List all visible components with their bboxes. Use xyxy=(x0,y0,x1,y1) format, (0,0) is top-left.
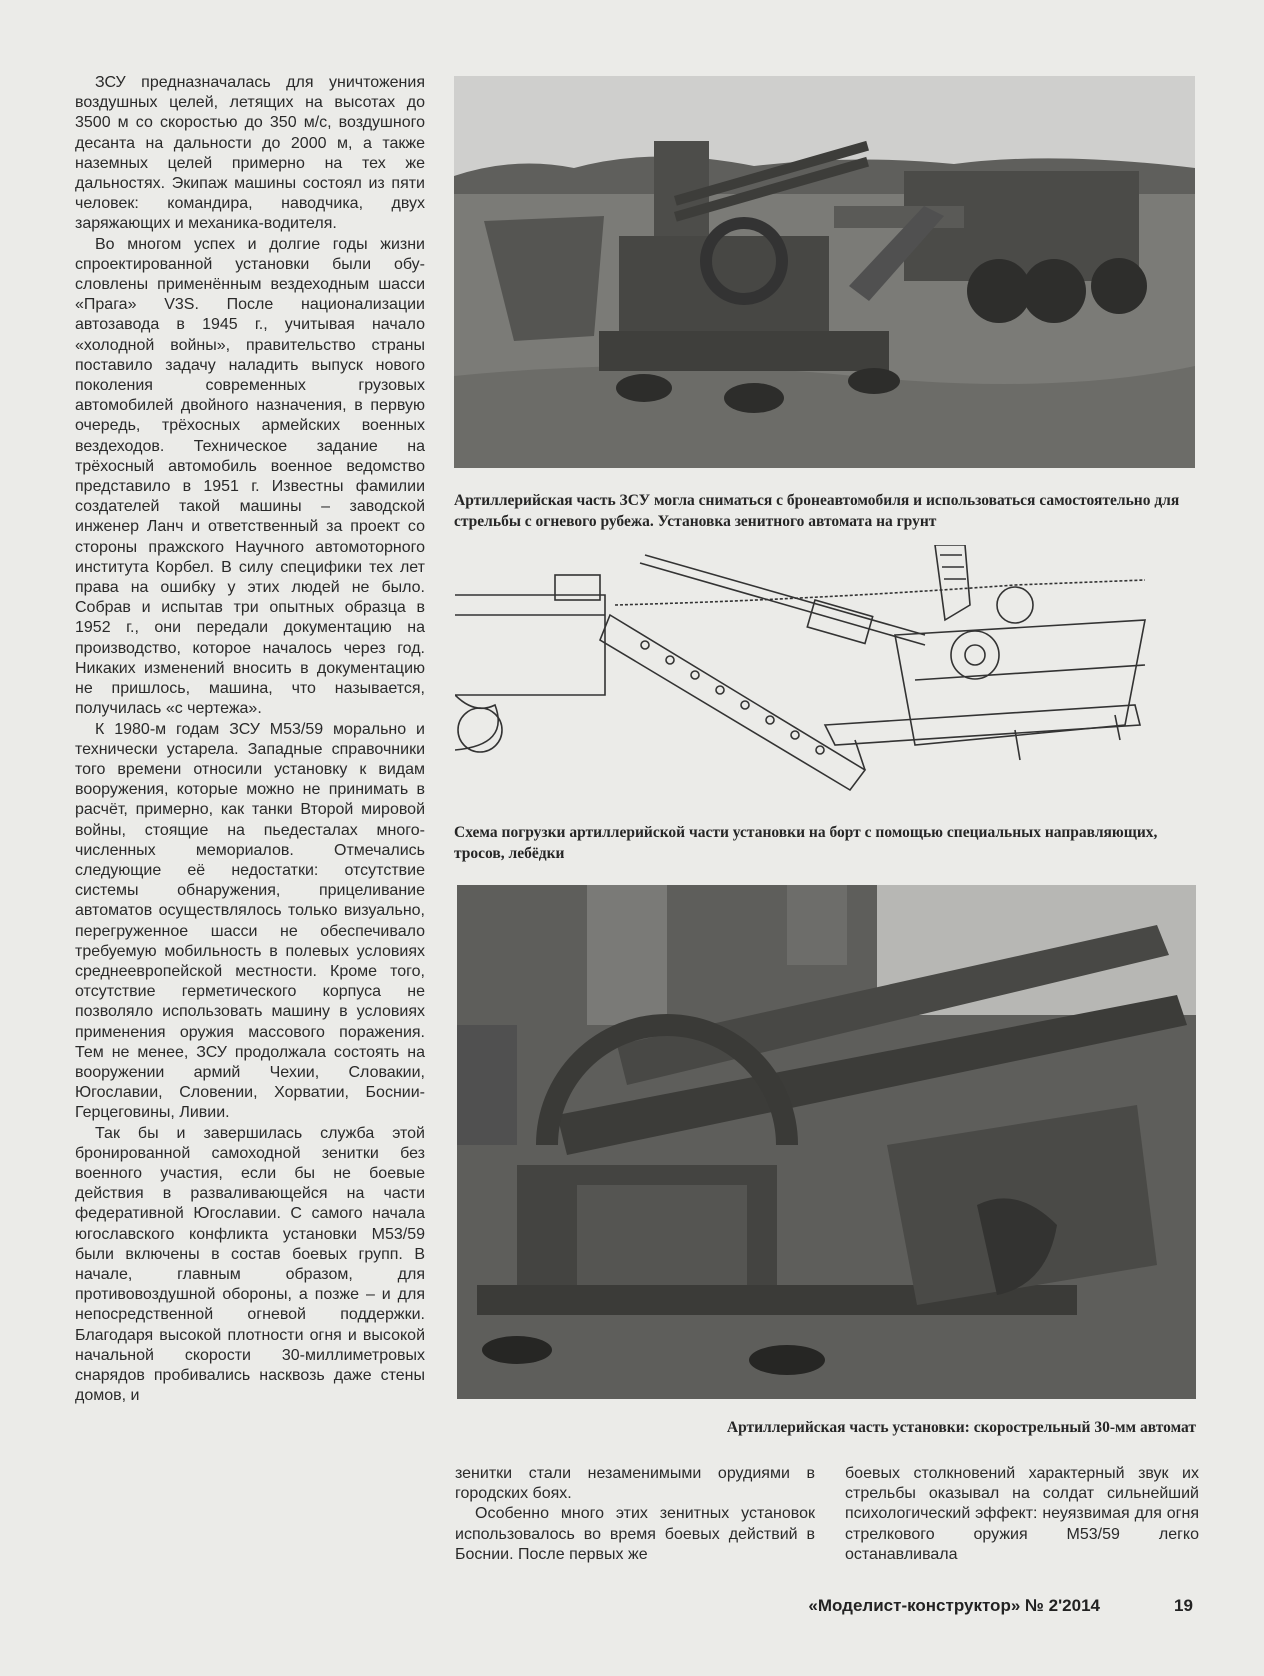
photo-illustration xyxy=(454,76,1195,468)
paragraph: Во многом успех и долгие годы жизни спроектированной установки были обусловлены применённым вездеходным шасси «Прага» V3S. После национализации автозавода в 1945 г., учитывая начало «холодной войны», правительство страны поставило задачу наладить выпуск нового поколения современных грузовых автомобилей двойного назначения, в первую очередь, трёхосных армейских военных вездеходов. Техническое задание на трёхосный автомобиль военное ведомство представило в 1951 г. Известны фамилии создателей такой машины – заводской инженер Ланч и ответственный за проект со стороны пражского Научного автомоторного института Корбел. В силу специфики тех лет права на ошибку у этих людей не было. Собрав и испытав три опытных образца в 1952 г., они передали документацию на производство, которое началось через год. Никаких изменений вносить в документацию не пришлось, машина, что называется, получилась «с чертежа». xyxy=(75,235,425,718)
paragraph: Так бы и завершилась служба этой бронированной самоходной зенитки без военного участия, если бы не боевые действия в разваливающейся на части федеративной Югославии. С самого начала югославского конфликта установки М53/59 были включены в состав боевых групп. В начале, главным образом, для противовоздушной обороны, а позже – и для непосредственной огневой поддержки. Благодаря высокой плотности огня и высокой начальной скорости 30-миллиметровых снарядов пробивались насквозь даже стены домов, и xyxy=(75,1124,425,1405)
loading-scheme-drawing xyxy=(455,545,1200,815)
middle-text-column xyxy=(455,1464,815,1565)
paragraph: зенитки стали незаменимыми орудиями в городских боях. xyxy=(455,1465,815,1503)
magazine-title: «Моделист-конструктор» № 2'2014 xyxy=(808,1596,1100,1615)
caption-top-photo: Артиллерийская часть ЗСУ могла сниматься с бронеавтомобиля и использоваться самостоятельно для стрельбы с огневого рубежа. Установка зенитного автомата на грунт xyxy=(454,492,1180,530)
caption-bottom-photo: Артиллерийская часть установки: скорострельный 30-мм автомат xyxy=(726,1419,1196,1436)
line-drawing xyxy=(455,545,1200,815)
page-number: 19 xyxy=(1174,1596,1193,1615)
paragraph: Особенно много этих зенитных установок использовалось во время боевых действий в Боснии. После первых же xyxy=(455,1505,815,1563)
photo-gun-dismounted xyxy=(454,76,1195,468)
right-text-column xyxy=(845,1464,1199,1565)
left-text-column xyxy=(75,73,425,1406)
paragraph: К 1980-м годам ЗСУ М53/59 морально и технически устарела. Западные справочники того времени относили установку к видам вооружения, которые можно не принимать в расчёт, примерно, как танки Второй мировой войны, стоящие на пьедесталах многочисленных мемориалов. Отмечались следующие её недостатки: отсутствие системы обнаружения, прицеливание автоматов осуществлялось только визуально, перегруженное шасси не обеспечивало требуемую мобильность в полевых условиях среднеевропейской местности. Кроме того, отсутствие герметического корпуса не позволяло использовать машину в условиях применения оружия массового поражения. Тем не менее, ЗСУ продолжала состоять на вооружении армий Чехии, Словакии, Югославии, Словении, Хорватии, Боснии-Герцеговины, Ливии. xyxy=(75,720,425,1122)
paragraph: боевых столкновений характерный звук их стрельбы оказывал на солдат сильнейший психологический эффект: неуязвимая для огня стрелкового оружия М53/59 легко останавливала xyxy=(845,1465,1199,1563)
photo-30mm-gun xyxy=(457,885,1196,1399)
caption-diagram: Схема погрузки артиллерийской части установки на борт с помощью специальных направляющих, тросов, лебёдки xyxy=(454,824,1158,862)
paragraph: ЗСУ предназначалась для уничтожения воздушных целей, летящих на высотах до 3500 м со скоростью до 350 м/с, воздушного десанта на дальности до 2000 м, а также наземных целей примерно на тех же дальностях. Экипаж машины состоял из пяти человек: командира, наводчика, двух заряжающих и механика-водителя. xyxy=(75,74,425,233)
photo-illustration xyxy=(457,885,1196,1399)
